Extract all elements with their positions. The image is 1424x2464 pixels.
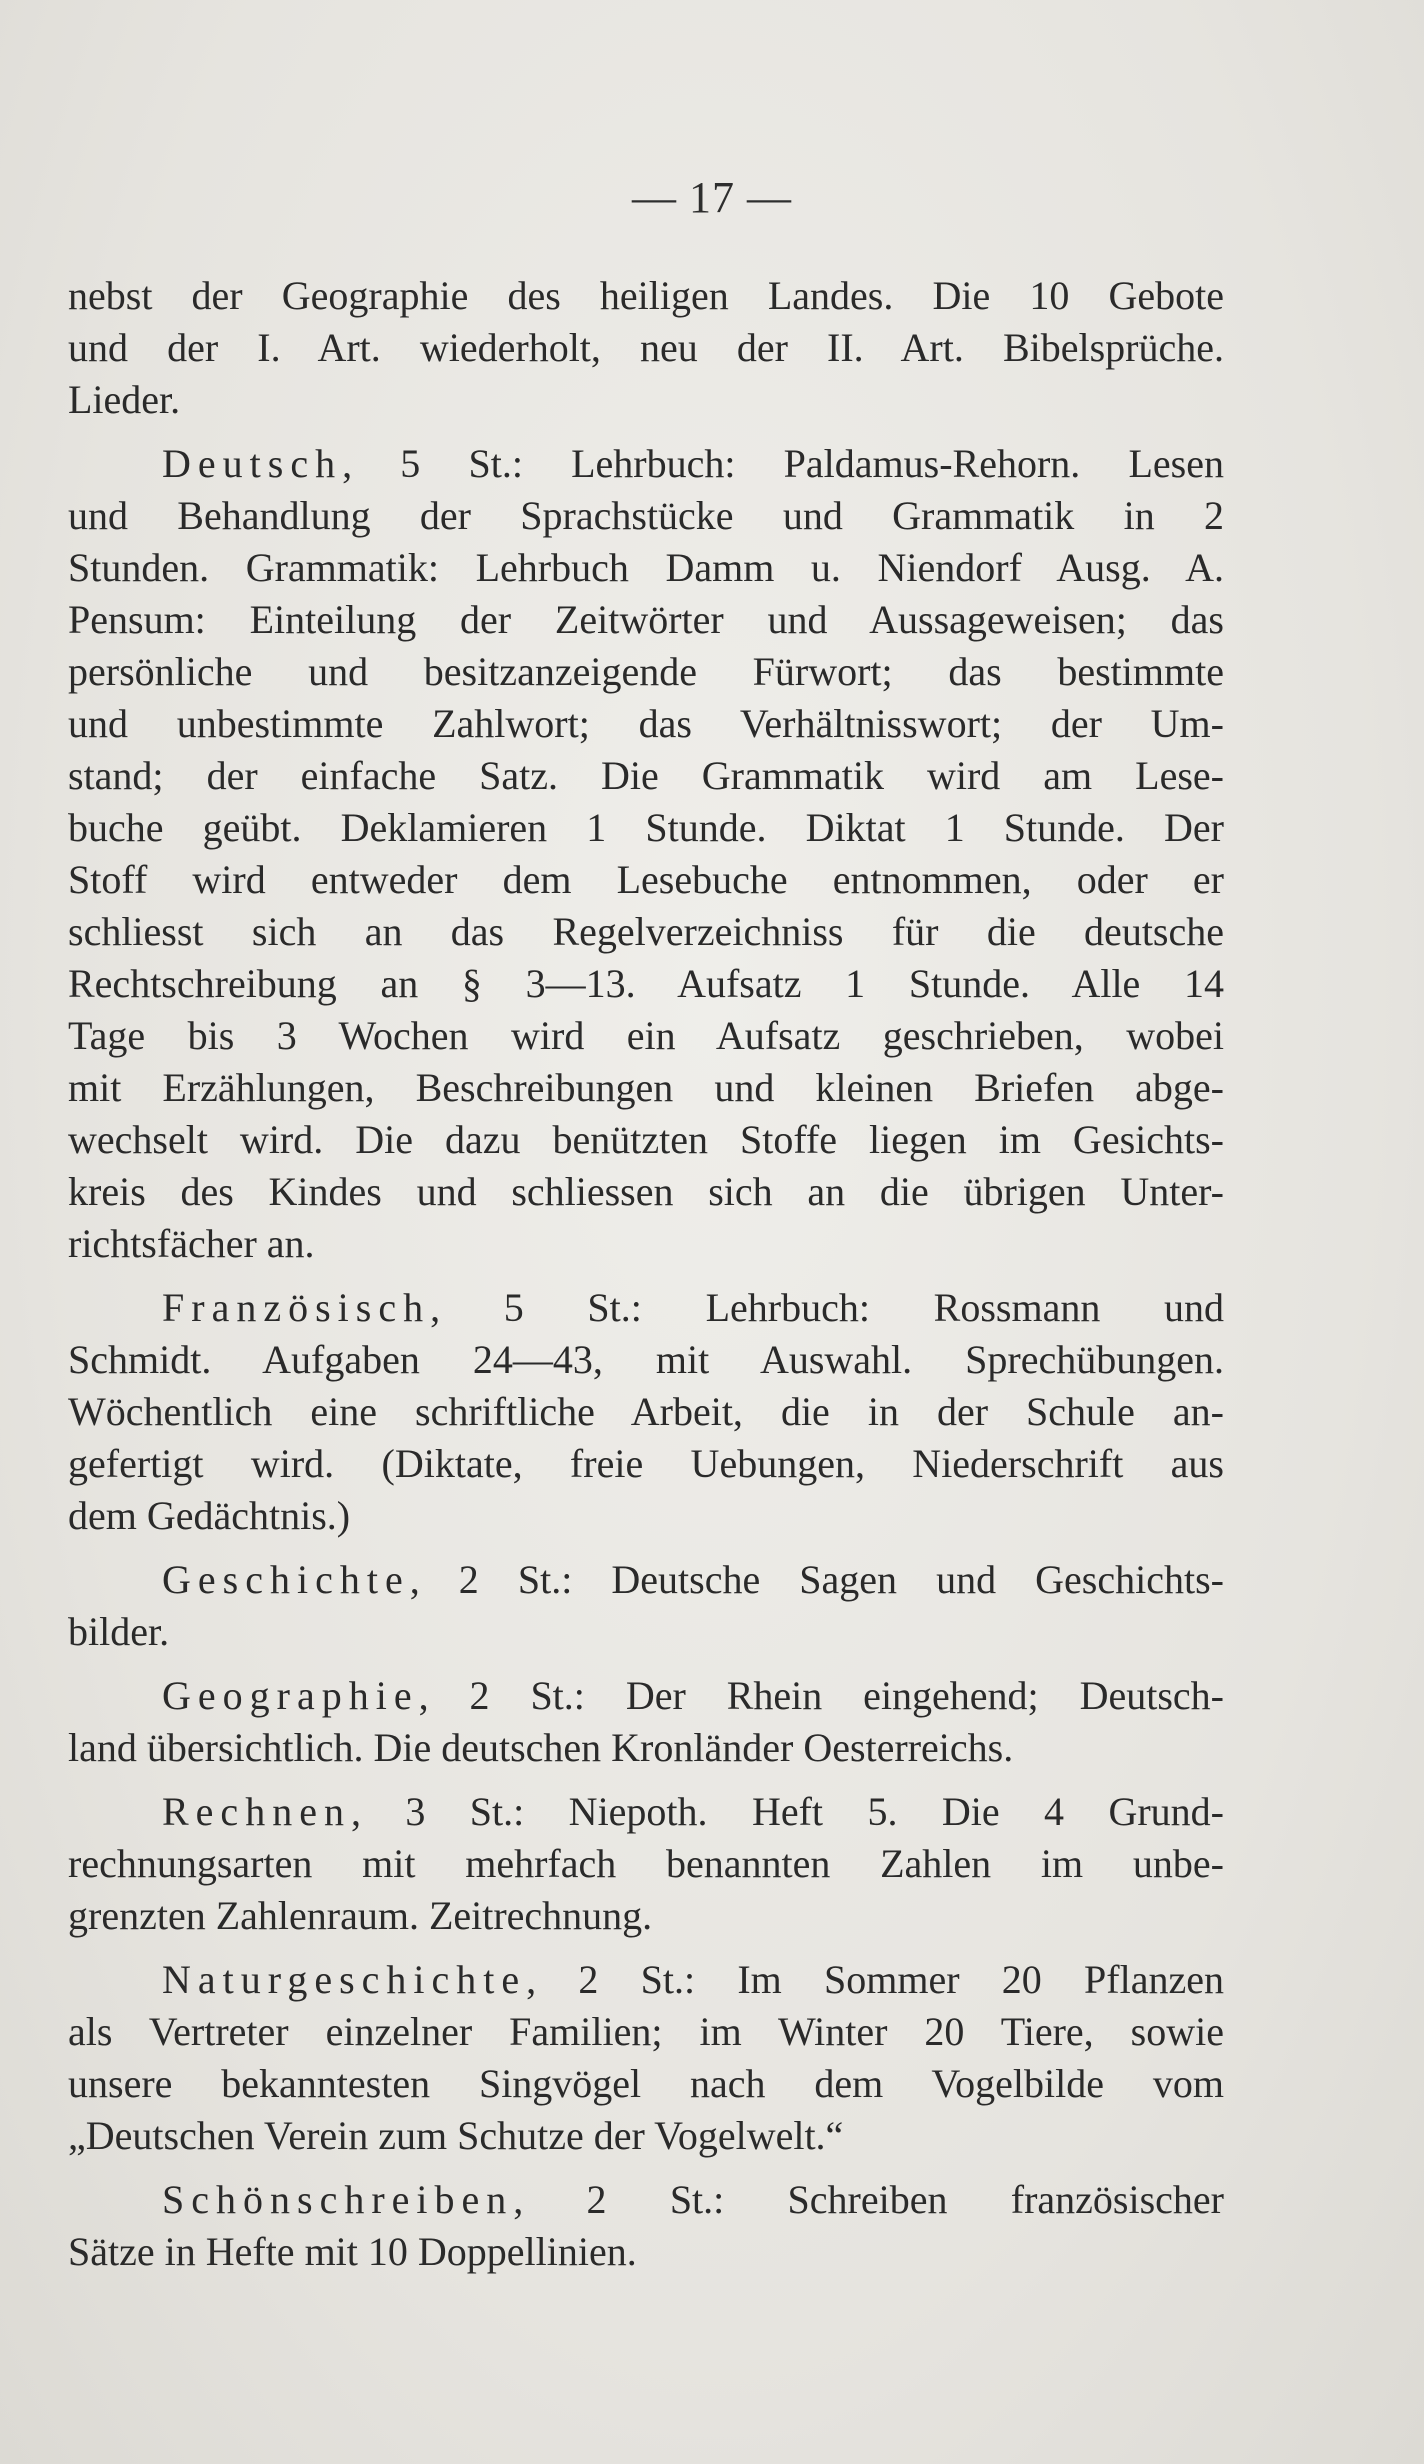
paragraph-religion-continued xyxy=(68,270,1224,426)
text-line: richtsfächer an. xyxy=(68,1221,315,1266)
text-line: wechselt wird. Die dazu benützten Stoffe liegen im Gesichts- xyxy=(68,1117,1224,1162)
text-line-first xyxy=(68,2174,1224,2226)
text-line: Tage bis 3 Wochen wird ein Aufsatz geschrieben, wobei xyxy=(68,1013,1224,1058)
paragraph-geschichte xyxy=(68,1554,1224,1658)
text-line: „Deutschen Verein zum Schutze der Vogelwelt.“ xyxy=(68,2113,844,2158)
text-fragment: , 5 St.: Lehrbuch: Paldamus-Rehorn. Lesen xyxy=(342,441,1224,486)
text-line: buche geübt. Deklamieren 1 Stunde. Diktat 1 Stunde. Der xyxy=(68,805,1224,850)
text-line: Stunden. Grammatik: Lehrbuch Damm u. Niendorf Ausg. A. xyxy=(68,545,1224,590)
text-line: Schmidt. Aufgaben 24—43, mit Auswahl. Sprechübungen. xyxy=(68,1337,1224,1382)
text-line: schliesst sich an das Regelverzeichniss für die deutsche xyxy=(68,909,1224,954)
text-line-first xyxy=(68,1954,1224,2006)
text-line-first xyxy=(68,438,1224,490)
subject-heading: Deutsch xyxy=(162,441,343,486)
paragraph-naturgeschichte xyxy=(68,1954,1224,2162)
paragraph-franzoesisch xyxy=(68,1282,1224,1542)
text-line: und Behandlung der Sprachstücke und Grammatik in 2 xyxy=(68,493,1224,538)
text-line-first xyxy=(68,1554,1224,1606)
page-number: — 17 — xyxy=(632,173,792,222)
text-line: Wöchentlich eine schriftliche Arbeit, die in der Schule an- xyxy=(68,1389,1224,1434)
text-line: mit Erzählungen, Beschreibungen und kleinen Briefen abge- xyxy=(68,1065,1224,1110)
text-fragment: , 2 St.: Im Sommer 20 Pflanzen xyxy=(526,1957,1224,2002)
text-line-first xyxy=(68,1670,1224,1722)
text-fragment: , 5 St.: Lehrbuch: Rossmann und xyxy=(430,1285,1224,1330)
text-fragment: , 3 St.: Niepoth. Heft 5. Die 4 Grund- xyxy=(350,1789,1224,1834)
subject-heading: Geschichte xyxy=(162,1557,410,1602)
text-line: gefertigt wird. (Diktate, freie Uebungen, Niederschrift aus xyxy=(68,1441,1224,1486)
subject-heading: Schönschreiben xyxy=(162,2177,514,2222)
text-fragment: , 2 St.: Deutsche Sagen und Geschichts- xyxy=(409,1557,1224,1602)
paragraph-geographie xyxy=(68,1670,1224,1774)
text-line: Sätze in Hefte mit 10 Doppellinien. xyxy=(68,2229,637,2274)
text-line: bilder. xyxy=(68,1609,170,1654)
subject-heading: Französisch xyxy=(162,1285,431,1330)
text-line: land übersichtlich. Die deutschen Kronländer Oesterreichs. xyxy=(68,1725,1014,1770)
body-text xyxy=(68,270,1224,2278)
paragraph-rechnen xyxy=(68,1786,1224,1942)
paragraph-schoenschreiben xyxy=(68,2174,1224,2278)
text-line: Rechtschreibung an § 3—13. Aufsatz 1 Stunde. Alle 14 xyxy=(68,961,1224,1006)
text-line: dem Gedächtnis.) xyxy=(68,1493,351,1538)
subject-heading: Naturgeschichte xyxy=(162,1957,527,2002)
text-line: und unbestimmte Zahlwort; das Verhältnisswort; der Um- xyxy=(68,701,1224,746)
subject-heading: Geographie xyxy=(162,1673,419,1718)
text-line: grenzten Zahlenraum. Zeitrechnung. xyxy=(68,1893,653,1938)
text-line: persönliche und besitzanzeigende Fürwort; das bestimmte xyxy=(68,649,1224,694)
text-line: Pensum: Einteilung der Zeitwörter und Aussageweisen; das xyxy=(68,597,1224,642)
text-line: als Vertreter einzelner Familien; im Winter 20 Tiere, sowie xyxy=(68,2009,1224,2054)
text-line-first xyxy=(68,1282,1224,1334)
text-line: unsere bekanntesten Singvögel nach dem Vogelbilde vom xyxy=(68,2061,1224,2106)
text-line: kreis des Kindes und schliessen sich an die übrigen Unter- xyxy=(68,1169,1224,1214)
text-line: Stoff wird entweder dem Lesebuche entnommen, oder er xyxy=(68,857,1224,902)
text-fragment: , 2 St.: Schreiben französischer xyxy=(513,2177,1224,2222)
text-fragment: , 2 St.: Der Rhein eingehend; Deutsch- xyxy=(418,1673,1224,1718)
text-line: und der I. Art. wiederholt, neu der II. Art. Bibelsprüche. xyxy=(68,325,1224,370)
text-line: stand; der einfache Satz. Die Grammatik wird am Lese- xyxy=(68,753,1224,798)
text-line: nebst der Geographie des heiligen Landes. Die 10 Gebote xyxy=(68,273,1224,318)
paragraph-deutsch xyxy=(68,438,1224,1270)
text-line: rechnungsarten mit mehrfach benannten Zahlen im unbe- xyxy=(68,1841,1224,1886)
text-line: Lieder. xyxy=(68,377,181,422)
text-line-first xyxy=(68,1786,1224,1838)
subject-heading: Rechnen xyxy=(162,1789,351,1834)
